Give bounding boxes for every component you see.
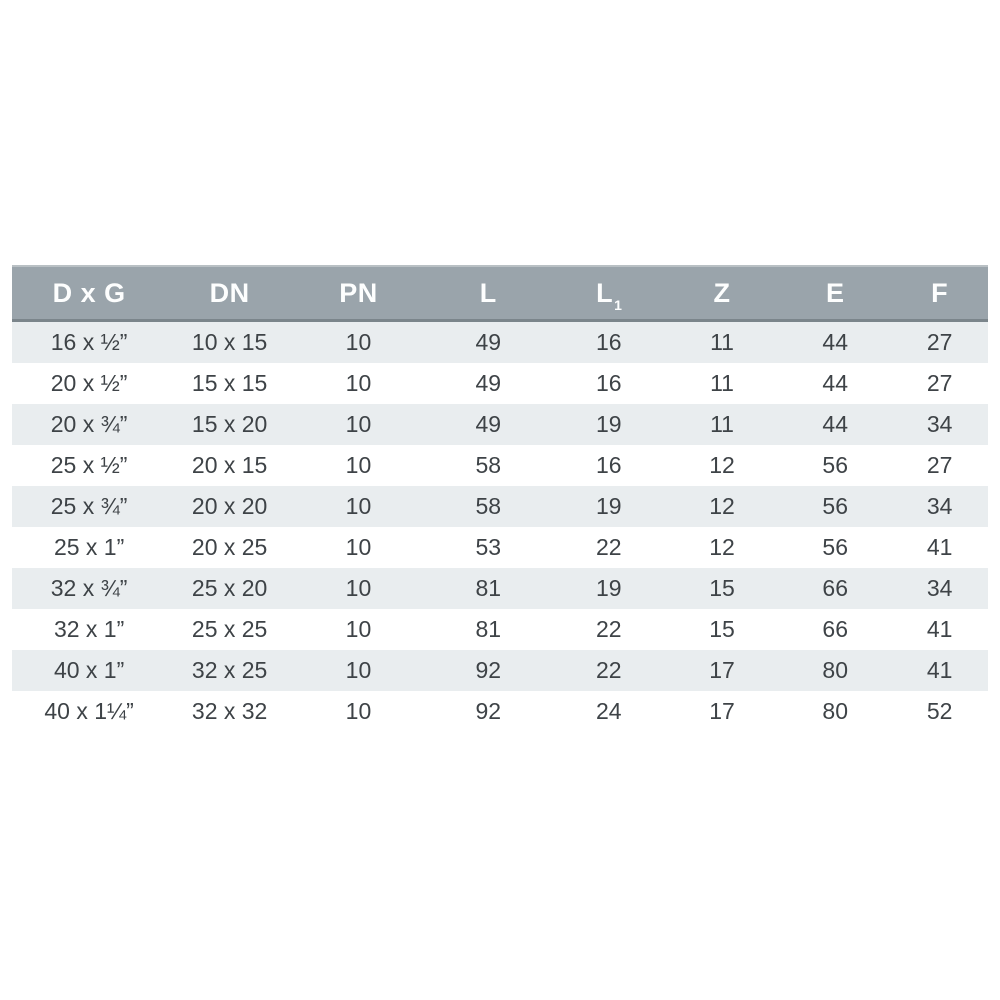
table-cell-dxg: 20 x ½” [50, 370, 128, 396]
table-cell-dxg: 25 x 1” [53, 534, 125, 560]
table-cell-pn: 10 [345, 493, 372, 519]
table-cell-dxg: 40 x 1¼” [44, 698, 134, 724]
table-cell-dn: 25 x 20 [191, 575, 268, 601]
table-cell-z: 17 [709, 657, 735, 683]
table-cell-dxg: 32 x ¾” [50, 575, 128, 601]
header-cell-pn: PN [293, 266, 424, 321]
table-cell-e: 56 [822, 534, 849, 560]
header-cell-dn: DN [166, 266, 293, 321]
table-cell-pn: 10 [345, 534, 372, 560]
table-cell-z: 17 [709, 698, 735, 724]
table-cell-l1: 16 [596, 452, 622, 478]
table-cell-dxg: 25 x ½” [50, 452, 128, 478]
table-cell-e: 44 [822, 329, 849, 355]
table-row [12, 691, 988, 732]
table-cell-pn: 10 [345, 657, 372, 683]
table-cell-f: 52 [926, 698, 953, 724]
table-cell-l: 58 [475, 452, 502, 478]
table-cell-l1: 19 [596, 411, 622, 437]
table-cell-e: 56 [822, 452, 849, 478]
table-cell-z: 15 [709, 616, 735, 642]
table-cell-z: 15 [709, 575, 735, 601]
table-cell-l1: 24 [596, 698, 622, 724]
table-cell-l1: 16 [596, 370, 622, 396]
table-cell-dn: 20 x 20 [191, 493, 268, 519]
table-cell-pn: 10 [345, 452, 372, 478]
table-cell-l: 49 [475, 329, 502, 355]
table-cell-l1: 22 [596, 616, 622, 642]
table-cell-e: 44 [822, 370, 849, 396]
header-cell-l1: $L_1$ [553, 266, 665, 321]
table-cell-f: 41 [926, 616, 953, 642]
table-cell-pn: 10 [345, 616, 372, 642]
table-cell-dn: 32 x 25 [191, 657, 268, 683]
table-cell-e: 80 [822, 657, 849, 683]
header-cell-l: L [424, 266, 553, 321]
table-cell-e: 56 [822, 493, 849, 519]
table-cell-e: 80 [822, 698, 849, 724]
table-row [12, 568, 988, 609]
table-cell-pn: 10 [345, 370, 372, 396]
header-cell-dxg: D x G [12, 266, 166, 321]
table-row [12, 486, 988, 527]
table-cell-z: 11 [710, 329, 734, 355]
table-cell-dn: 20 x 25 [191, 534, 268, 560]
table-row [12, 321, 988, 364]
table-cell-z: 11 [710, 370, 734, 396]
table-cell-l: 81 [475, 616, 502, 642]
table-cell-dn: 25 x 25 [191, 616, 268, 642]
table-cell-l: 92 [475, 657, 502, 683]
header-subscript: 1 [614, 296, 623, 313]
table-cell-l1: 22 [596, 657, 622, 683]
table-cell-dn: 15 x 20 [191, 411, 268, 437]
table-cell-dxg: 20 x ¾” [50, 411, 128, 437]
table-cell-e: 44 [822, 411, 849, 437]
table-header [12, 266, 988, 321]
header-cell-f: F [891, 266, 988, 321]
header-cell-z: Z [665, 266, 779, 321]
table-row [12, 650, 988, 691]
table-cell-dxg: 25 x ¾” [50, 493, 128, 519]
table-row [12, 404, 988, 445]
table-cell-pn: 10 [345, 411, 372, 437]
table-cell-f: 27 [926, 329, 953, 355]
table-cell-l: 81 [475, 575, 502, 601]
table-cell-dxg: 16 x ½” [50, 329, 128, 355]
table-cell-l1: 19 [596, 493, 622, 519]
table-row [12, 363, 988, 404]
table-cell-l1: 16 [596, 329, 622, 355]
table-cell-dn: 15 x 15 [191, 370, 268, 396]
table-cell-l: 58 [475, 493, 502, 519]
table-cell-z: 12 [709, 493, 735, 519]
table-cell-l: 49 [475, 370, 502, 396]
table-cell-z: 11 [710, 411, 734, 437]
table-cell-f: 34 [926, 575, 953, 601]
table-cell-l1: 22 [596, 534, 622, 560]
table-cell-pn: 10 [345, 575, 372, 601]
table-row [12, 609, 988, 650]
table-cell-l: 92 [475, 698, 502, 724]
table-cell-l1: 19 [596, 575, 622, 601]
table-cell-f: 41 [926, 534, 953, 560]
table-cell-dxg: 32 x 1” [53, 616, 125, 642]
table-cell-dn: 10 x 15 [191, 329, 268, 355]
table-cell-dn: 32 x 32 [191, 698, 268, 724]
table-cell-pn: 10 [345, 329, 372, 355]
table-body [12, 321, 988, 733]
table-cell-dxg: 40 x 1” [53, 657, 125, 683]
table-cell-f: 27 [926, 452, 953, 478]
table-row [12, 527, 988, 568]
table-cell-f: 27 [926, 370, 953, 396]
table-cell-l: 53 [475, 534, 502, 560]
dimension-spec-table [12, 265, 988, 732]
table-cell-pn: 10 [345, 698, 372, 724]
table-cell-dn: 20 x 15 [191, 452, 268, 478]
table-cell-f: 34 [926, 411, 953, 437]
table-cell-f: 34 [926, 493, 953, 519]
table-cell-f: 41 [926, 657, 953, 683]
table-cell-l: 49 [475, 411, 502, 437]
table-header-row [12, 266, 988, 321]
header-cell-e: E [779, 266, 891, 321]
table-row [12, 445, 988, 486]
table-cell-z: 12 [709, 452, 735, 478]
table-cell-z: 12 [709, 534, 735, 560]
table-cell-e: 66 [822, 616, 849, 642]
table-cell-e: 66 [822, 575, 849, 601]
